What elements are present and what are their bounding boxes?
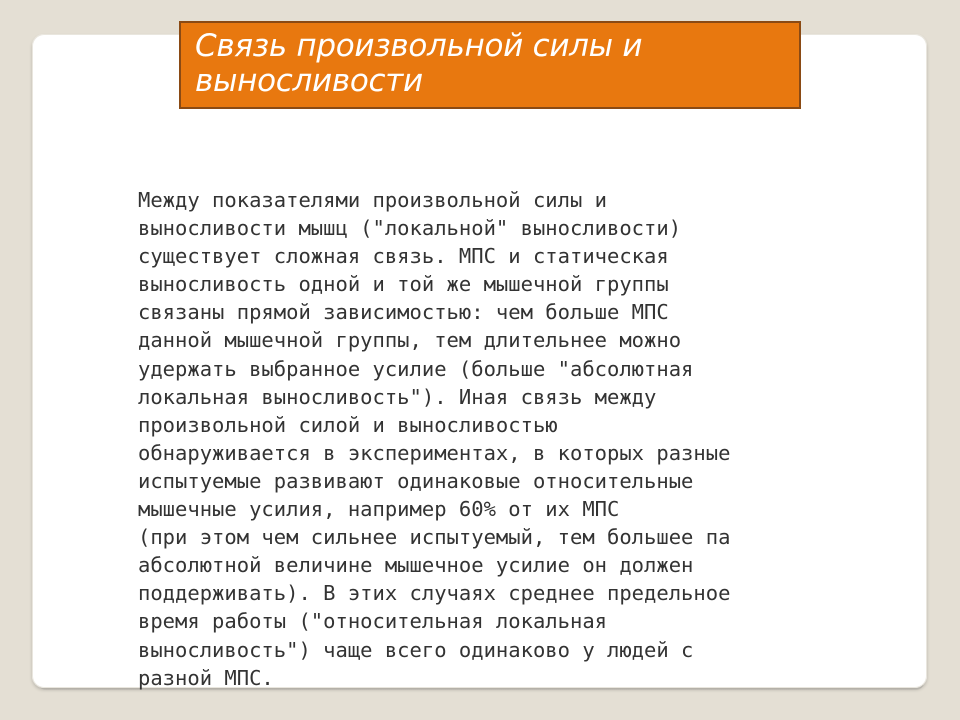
- title-box: [179, 21, 801, 109]
- slide-title: Связь произвольной силы и выносливости: [195, 28, 643, 99]
- slide-body-text: Между показателями произвольной силы и выносливости мышц ("локальной" выносливости) существует сложная связь. МПС и статическая выносливость одной и той же мышечной группы связаны прямой зависимостью: чем больше МПС данной мышечной группы, тем длительнее можно удержать выбранное усилие (больше "абсолютная локальная выносливость"). Иная связь между произвольной силой и выносливостью обнаруживается в экспериментах, в которых разные испытуемые развивают одинаковые относительные мышечные усилия, например 60% от их МПС (при этом чем сильнее испытуемый, тем большее па абсолютной величине мышечное усилие он должен поддерживать). В этих случаях среднее предельное время работы ("относительная локальная выносливость") чаще всего одинаково у людей с разной МПС.: [138, 188, 731, 690]
